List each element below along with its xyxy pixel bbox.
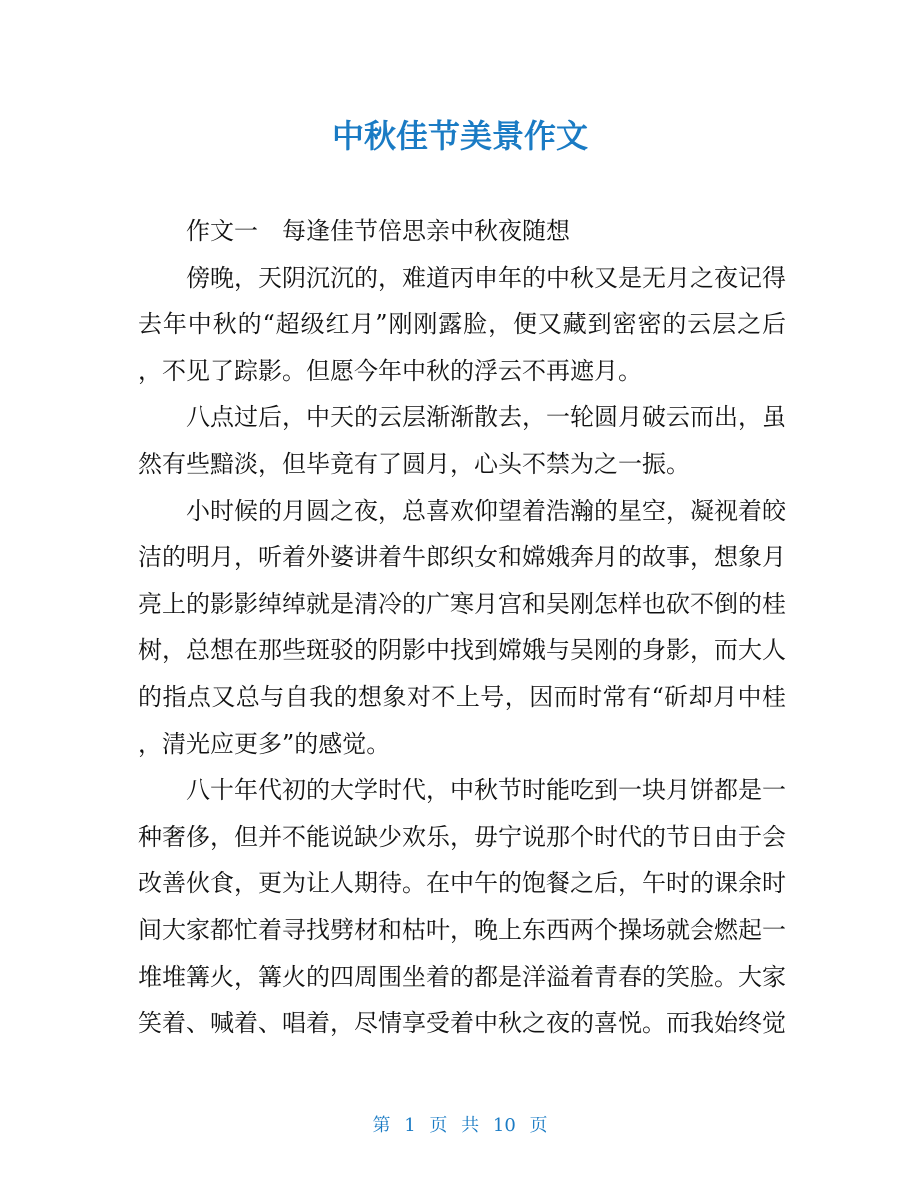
text-line: 八十年代初的大学时代，中秋节时能吃到一块月饼都是一: [138, 776, 786, 805]
text-line: ，不见了踪影。但愿今年中秋的浮云不再遮月。: [138, 356, 642, 385]
text-line: 的指点又总与自我的想象对不上号，因而时常有“斫却月中桂: [138, 682, 786, 711]
page-title: 中秋佳节美景作文: [331, 117, 588, 155]
text-line: ，清光应更多”的感觉。: [138, 729, 391, 758]
footer-total-prefix: 共: [461, 1115, 480, 1136]
text-line: 作文一 每逢佳节倍思亲中秋夜随想: [138, 217, 570, 245]
text-line: 改善伙食，更为让人期待。在中午的饱餐之后，午时的课余时: [138, 869, 786, 898]
text-line: 傍晚，天阴沉沉的，难道丙申年的中秋又是无月之夜记得: [138, 263, 786, 292]
text-line: 小时候的月圆之夜，总喜欢仰望着浩瀚的星空，凝视着皎: [138, 496, 786, 525]
footer-page-unit: 页: [429, 1115, 448, 1136]
text-line: 去年中秋的“超级红月”刚刚露脸，便又藏到密密的云层之后: [138, 310, 786, 339]
total-page-count: 10: [492, 1115, 516, 1136]
text-line: 笑着、喊着、唱着，尽情享受着中秋之夜的喜悦。而我始终觉: [138, 1009, 786, 1038]
footer-total-unit: 页: [529, 1115, 548, 1136]
article-body: [138, 208, 786, 1047]
current-page-number: 1: [404, 1115, 416, 1136]
page-footer: [0, 1112, 920, 1140]
text-line: 堆堆篝火，篝火的四周围坐着的都是洋溢着青春的笑脸。大家: [138, 962, 786, 991]
text-line: 八点过后，中天的云层渐渐散去，一轮圆月破云而出，虽: [138, 403, 786, 432]
text-line: 然有些黯淡，但毕竟有了圆月，心头不禁为之一振。: [138, 449, 690, 478]
text-line: 亮上的影影绰绰就是清冷的广寒月宫和吴刚怎样也砍不倒的桂: [138, 589, 786, 618]
text-line: 树，总想在那些斑驳的阴影中找到嫦娥与吴刚的身影，而大人: [138, 636, 786, 665]
text-line: 洁的明月，听着外婆讲着牛郎织女和嫦娥奔月的故事，想象月: [138, 543, 786, 572]
footer-prefix: 第: [372, 1115, 391, 1136]
text-line: 间大家都忙着寻找劈材和枯叶，晚上东西两个操场就会燃起一: [138, 915, 786, 944]
text-line: 种奢侈，但并不能说缺少欢乐，毋宁说那个时代的节日由于会: [138, 822, 786, 851]
